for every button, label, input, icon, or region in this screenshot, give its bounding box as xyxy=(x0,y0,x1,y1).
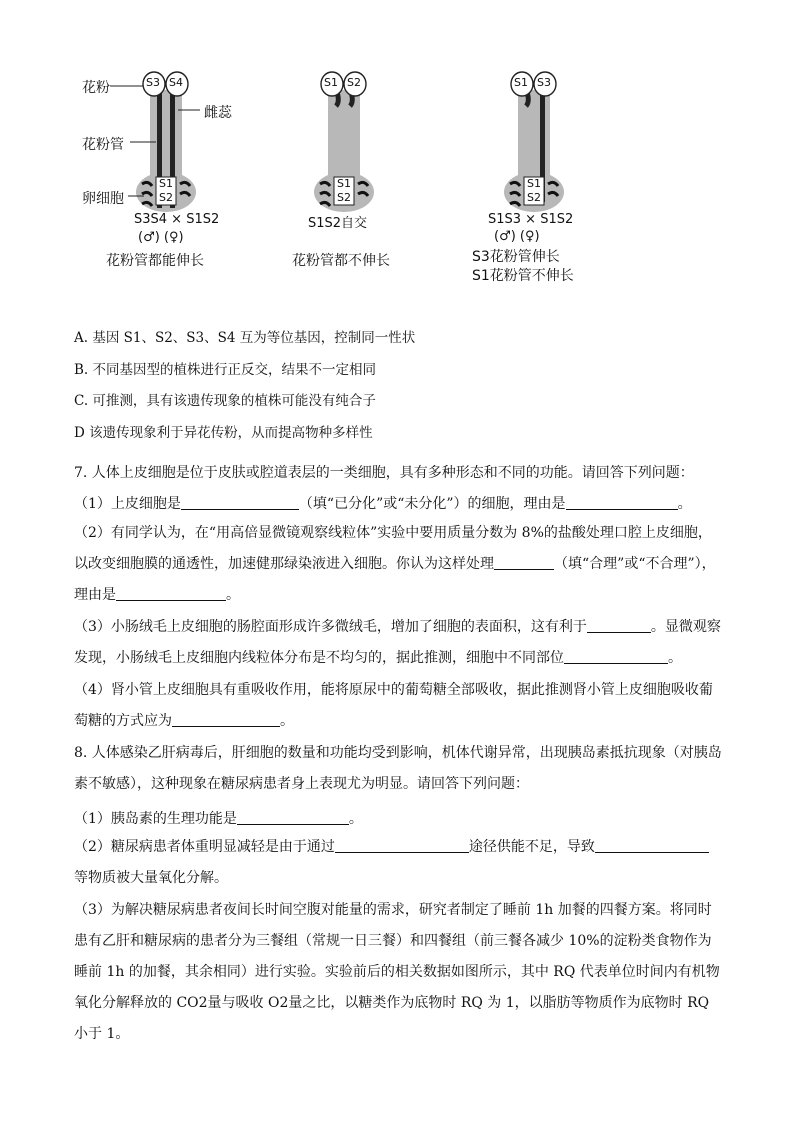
q7-blank-1[interactable] xyxy=(181,495,299,510)
panel1-ovule-top: S1 xyxy=(159,177,173,190)
panel1-sex: (♂) (♀) xyxy=(138,230,184,245)
q8-stem: 8. 人体感染乙肝病毒后，肝细胞的数量和功能均受到影响，机体代谢异常，出现胰岛素抵抗现象（对胰岛素不敏感），这种现象在糖尿病患者身上表现尤为明显。请回答下列问题： xyxy=(74,745,722,792)
q7-p3-text: （3）小肠绒毛上皮细胞的肠腔面形成许多微绒毛，增加了细胞的表面积，这有利于 xyxy=(74,619,587,635)
panel3-pollen-a: S1 xyxy=(514,76,528,89)
panel2-ovule-bottom: S2 xyxy=(337,191,351,204)
panel1-ovule-bottom: S2 xyxy=(159,191,173,204)
q7-blank-7[interactable] xyxy=(172,712,280,727)
panel3-ovule-bottom: S2 xyxy=(527,191,541,204)
q8-blank-2[interactable] xyxy=(335,838,469,853)
label-egg-cell: 卵细胞 xyxy=(82,191,124,207)
panel1-result: 花粉管都能伸长 xyxy=(106,253,204,269)
q7-blank-6[interactable] xyxy=(564,649,668,664)
panel3-result2: S1花粉管不伸长 xyxy=(472,268,574,284)
q7-p3-text-b: 。显微观察发现，小肠绒毛上皮细胞内线粒体分布是不均匀的，据此推测，细胞中不同部位 xyxy=(74,619,721,666)
panel1-pollen-a: S3 xyxy=(146,76,160,89)
q7-stem: 7. 人体上皮细胞是位于皮肤或腔道表层的一类细胞，具有多种形态和不同的功能。请回答下列问题： xyxy=(74,465,694,481)
q7-p1-text-b: （填“已分化”或“未分化”）的细胞，理由是 xyxy=(298,496,566,512)
panel3-ovule-top: S1 xyxy=(527,177,541,190)
label-stigma: 雌蕊 xyxy=(204,105,232,121)
q8-p2-text-b: 途径供能不足，导致 xyxy=(468,839,595,855)
panel2-pollen-a: S1 xyxy=(324,76,338,89)
q7-p2-text-b: （填“合理”或“不合理”），理由是 xyxy=(74,556,716,603)
q7-p2-text: （2）有同学认为，在“用高倍显微镜观察线粒体”实验中要用质量分数为 8%的盐酸处理口腔上皮细胞，以改变细胞膜的通透性，加速健那绿染液进入细胞。你认为这样处理 xyxy=(74,525,712,572)
panel3-sex: (♂) (♀) xyxy=(494,229,540,244)
q7-blank-2[interactable] xyxy=(566,495,678,510)
q7-p4-text-b: 。 xyxy=(280,713,294,729)
label-pollen: 花粉 xyxy=(82,80,110,96)
option-a: A. 基因 S1、S2、S3、S4 互为等位基因，控制同一性状 xyxy=(74,330,416,346)
panel2-ovule-top: S1 xyxy=(337,177,351,190)
panel1-pollen-b: S4 xyxy=(169,76,183,89)
q7-blank-4[interactable] xyxy=(116,586,226,601)
panel3-result1: S3花粉管伸长 xyxy=(472,249,560,265)
q8-p2-text-c: 等物质被大量氧化分解。 xyxy=(74,870,228,886)
q7-part3 xyxy=(74,612,722,674)
option-b: B. 不同基因型的植株进行正反交，结果不一定相同 xyxy=(74,362,377,378)
option-c: C. 可推测，具有该遗传现象的植株可能没有纯合子 xyxy=(74,393,376,409)
q8-blank-3[interactable] xyxy=(595,838,709,853)
pollen-tube-figure xyxy=(70,62,610,292)
q8-p1-text-b: 。 xyxy=(348,811,363,827)
q7-blank-5[interactable] xyxy=(587,618,651,633)
panel3-pollen-b: S3 xyxy=(537,76,551,89)
q7-p1-text-c: 。 xyxy=(677,496,692,512)
q7-blank-3[interactable] xyxy=(494,555,554,570)
q8-p1-text-a: （1）胰岛素的生理功能是 xyxy=(74,811,237,827)
q8-part1 xyxy=(74,808,363,828)
q7-p4-text: （4）肾小管上皮细胞具有重吸收作用，能将原尿中的葡萄糖全部吸收，据此推测肾小管上皮细胞吸收葡萄糖的方式应为 xyxy=(74,682,713,729)
panel2-result: 花粉管都不伸长 xyxy=(292,253,390,269)
option-d: D 该遗传现象利于异花传粉，从而提高物种多样性 xyxy=(74,425,373,441)
panel1-cross: S3S4 × S1S2 xyxy=(134,212,220,227)
panel2-cross: S1S2自交 xyxy=(308,216,368,231)
q8-part3: （3）为解决糖尿病患者夜间长时间空腹对能量的需求，研究者制定了睡前 1h 加餐的四餐方案。将同时患有乙肝和糖尿病的患者分为三餐组（常规一日三餐）和四餐组（前三餐各减少 10%的淀粉类食物作为睡前 1h 的加餐，其余相同）进行实验。实验前后的相关数据如图所示，其中 RQ 代表单位时间内有机物氧化分解释放的 CO2量与吸收 O2量之比，以糖类作为底物时 RQ 为 1，以脂肪等物质作为底物时 RQ 小于 1。 xyxy=(74,902,720,1042)
q7-part4 xyxy=(74,675,722,737)
q8-blank-1[interactable] xyxy=(237,810,349,825)
q8-part2 xyxy=(74,832,722,894)
panel2-pollen-b: S2 xyxy=(347,76,361,89)
q7-part1 xyxy=(74,493,692,513)
q7-p1-text-a: （1）上皮细胞是 xyxy=(74,496,181,512)
panel3-cross: S1S3 × S1S2 xyxy=(488,212,574,227)
q7-p3-text-c: 。 xyxy=(668,650,682,666)
q8-p2-text-a: （2）糖尿病患者体重明显减轻是由于通过 xyxy=(74,839,335,855)
q7-part2 xyxy=(74,518,722,611)
label-pollen-tube: 花粉管 xyxy=(82,137,124,153)
q7-p2-text-c: 。 xyxy=(226,587,240,603)
